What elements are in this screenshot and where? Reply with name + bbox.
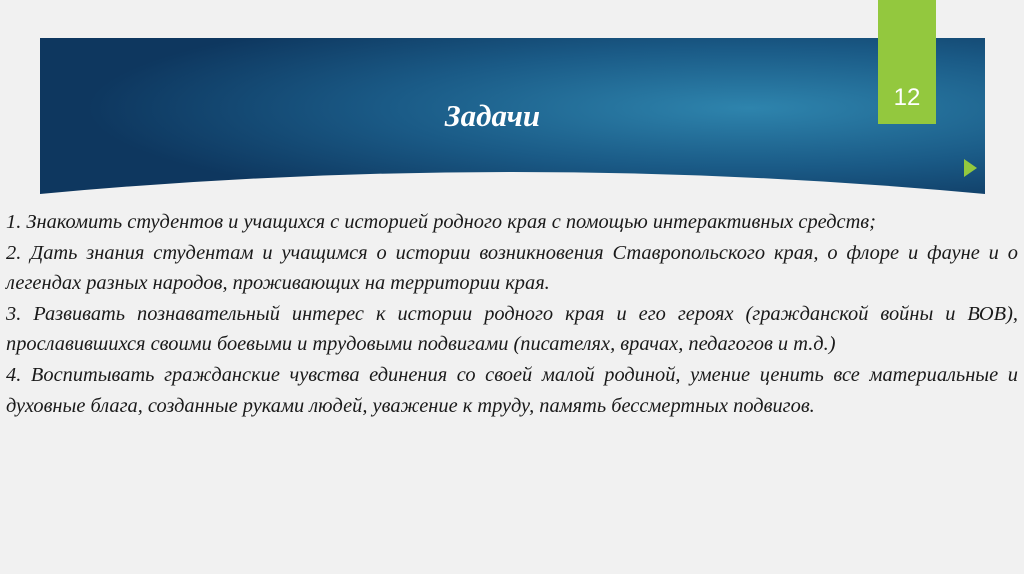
arrow-right-icon (964, 159, 977, 177)
task-item: 1. Знакомить студентов и учащихся с историей родного края с помощью интерактивных средств; (6, 211, 876, 233)
slide-title: Задачи (444, 98, 541, 133)
task-list (6, 207, 1018, 421)
task-item: 3. Развивать познавательный интерес к истории родного края и его героях (гражданской войны и ВОВ), прославившихся своими боевыми и трудовыми подвигами (писателях, врачах, педагогов и т.д.) (6, 302, 1018, 356)
task-item: 2. Дать знания студентам и учащимся о истории возникновения Ставропольского края, о флоре и фауне и о легендах разных народов, проживающих на территории края. (6, 241, 1018, 295)
slide-number: 12 (893, 84, 921, 111)
task-item: 4. Воспитывать гражданские чувства единения со своей малой родиной, умение ценить все материальные и духовные блага, созданные руками людей, уважение к труду, память бессмертных подвигов. (6, 363, 1018, 417)
